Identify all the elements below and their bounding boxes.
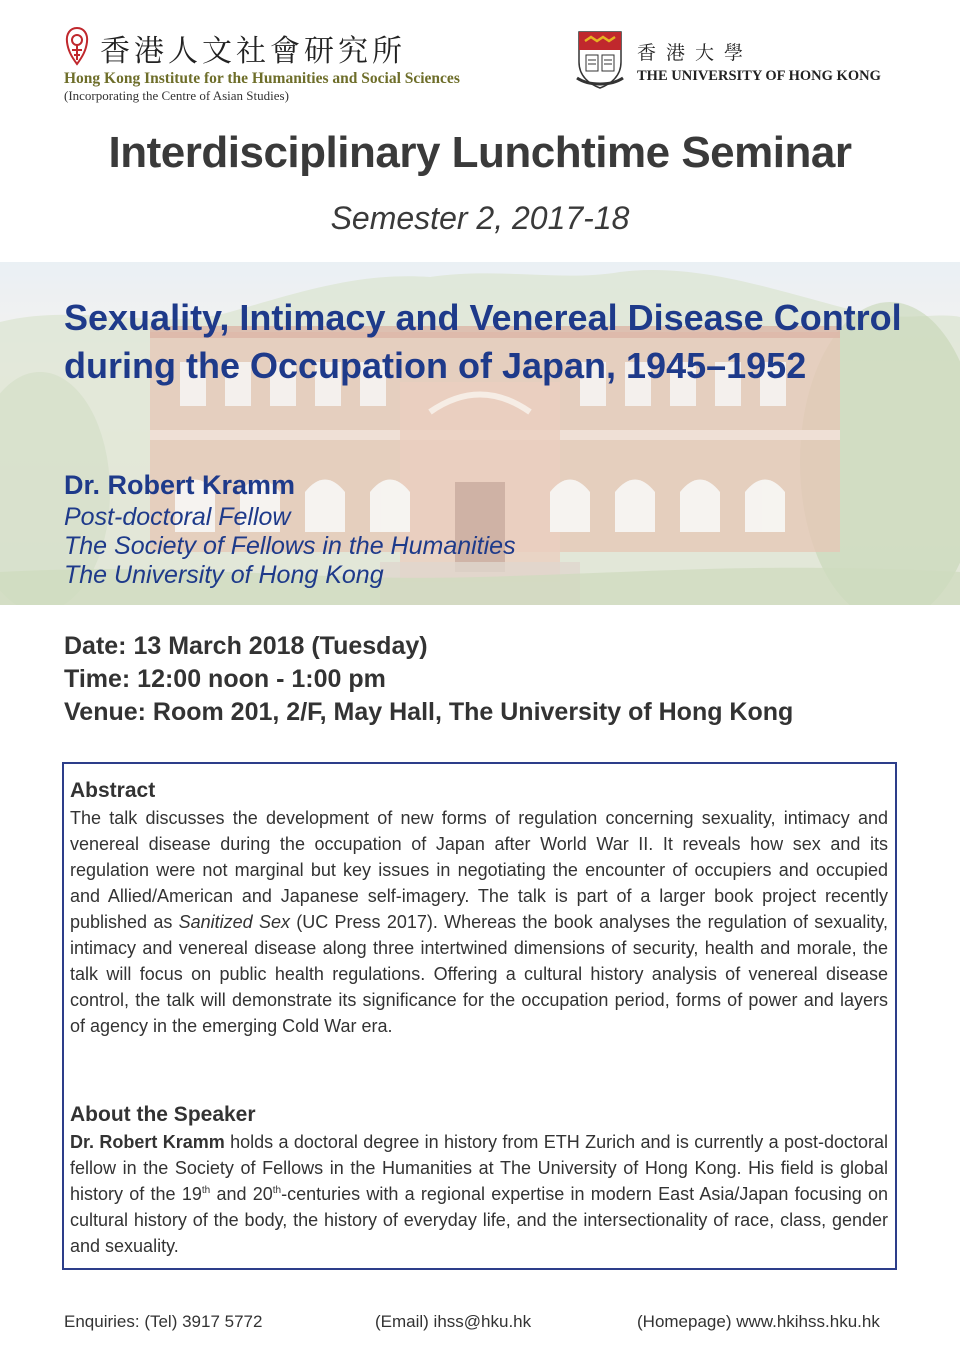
about-text-part: -centuries with a regional expertise in modern East Asia/Japan focusing on cultural history of the body, the history of everyday life, and the intersectionality of race, class, gender and sexuality. [70,1184,888,1256]
ihss-seal-logo [62,26,92,66]
abstract-text [70,805,888,1039]
abstract-heading: Abstract [70,779,156,802]
footer-email[interactable]: (Email) ihss@hku.hk [375,1312,532,1331]
hku-crest-logo [575,28,625,92]
ordinal-suffix: th [201,1185,211,1196]
footer-homepage[interactable]: (Homepage) www.hkihss.hku.hk [637,1312,880,1331]
ihss-subtitle: (Incorporating the Centre of Asian Studies) [64,88,289,103]
seminar-title: Interdisciplinary Lunchtime Seminar [108,128,852,177]
speaker-name: Dr. Robert Kramm [64,470,296,500]
event-time: Time: 12:00 noon - 1:00 pm [64,665,386,693]
book-title: Sanitized Sex [178,912,290,932]
hku-chinese-name: 香港大學 [637,42,754,64]
talk-title: Sexuality, Intimacy and Venereal Disease Control during the Occupation of Japan, 1945–1952 [64,297,902,386]
footer-tel: Enquiries: (Tel) 3917 5772 [64,1312,263,1331]
event-date: Date: 13 March 2018 (Tuesday) [64,632,428,660]
header [0,0,960,120]
speaker-institution: The University of Hong Kong [64,561,384,589]
ordinal-suffix: th [272,1185,282,1196]
about-text-part: and 20 [210,1184,273,1204]
speaker-department: The Society of Fellows in the Humanities [64,532,516,560]
about-text-part: holds a doctoral degree in history from ETH Zurich and is currently a post-doctoral fellow in the Society of Fellows in the Humanities at The University of Hong Kong. His field is global history of the 19 [70,1132,888,1204]
semester-subtitle: Semester 2, 2017-18 [330,200,630,236]
event-details [64,630,793,729]
ihss-chinese-name: 香港人文社會研究所 [100,34,406,69]
ihss-english-name: Hong Kong Institute for the Humanities and Social Sciences [64,70,460,87]
about-heading: About the Speaker [70,1103,256,1126]
abstract-text-part: (UC Press 2017). Whereas the book analyses the regulation of sexuality, intimacy and venereal disease along three intertwined dimensions of security, health and morale, the talk will focus on public health regulations. Offering a cultural history analysis of venereal disease control, the talk will demonstrate its significance for the occupation period, forms of power and layers of agency in the emerging Cold War era. [70,912,888,1036]
about-text [70,1129,888,1259]
hku-english-name: THE UNIVERSITY OF HONG KONG [637,68,881,84]
speaker-position: Post-doctoral Fellow [64,503,291,531]
event-venue: Venue: Room 201, 2/F, May Hall, The University of Hong Kong [64,698,794,726]
abstract-text-part: The talk discusses the development of new forms of regulation concerning sexuality, intimacy and venereal disease during the occupation of Japan after World War II. It reveals how sex and its regulation were not marginal but key issues in negotiating the encounter of occupiers and occupied and Allied/American and Japanese self-imagery. The talk is part of a larger book project recently published as [70,808,888,932]
about-speaker-name: Dr. Robert Kramm [70,1132,225,1152]
